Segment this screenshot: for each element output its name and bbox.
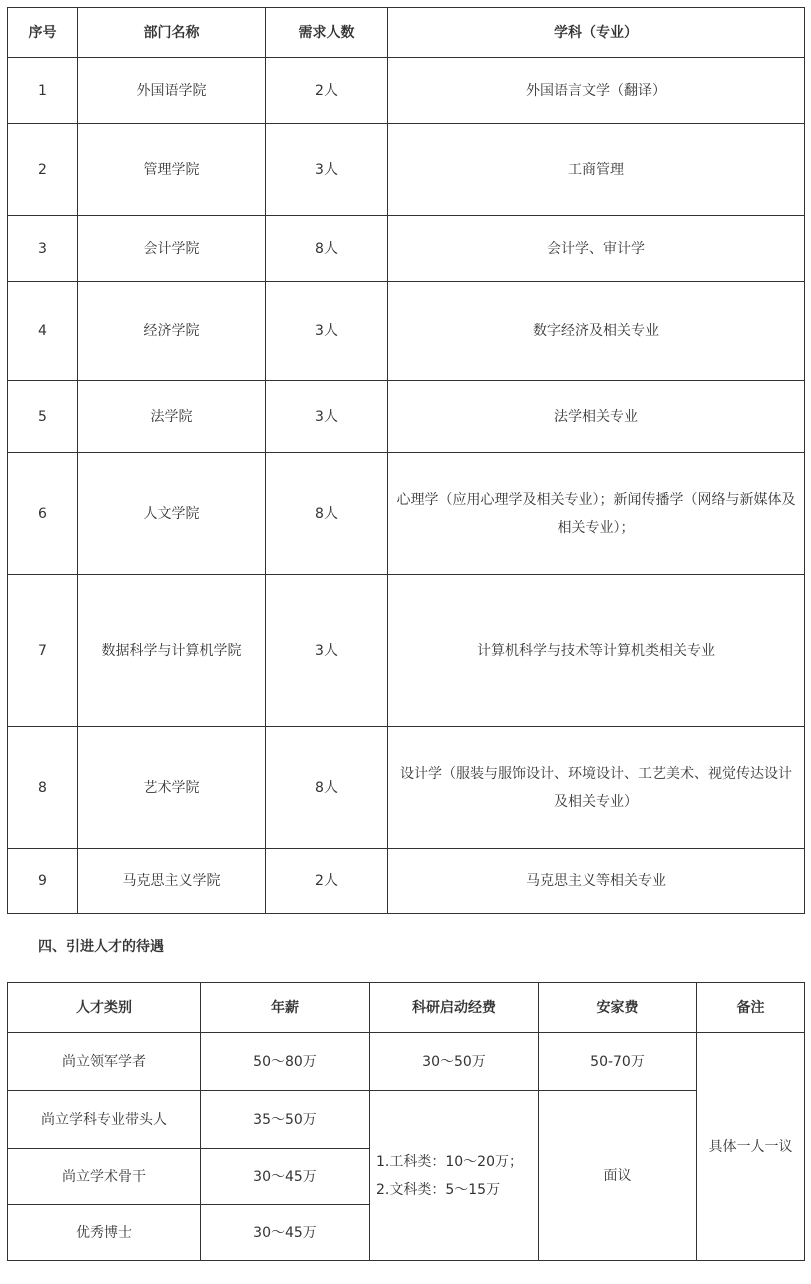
- header-no: 序号: [8, 8, 78, 58]
- table-row: [8, 727, 805, 849]
- cell-discipline: 会计学、审计学: [388, 216, 805, 282]
- table-row: [8, 575, 805, 727]
- cell-salary: 50～80万: [201, 1033, 370, 1091]
- cell-settling-fee-merged: 面议: [539, 1091, 697, 1261]
- cell-category: 尚立领军学者: [8, 1033, 201, 1091]
- cell-discipline: 马克思主义等相关专业: [388, 849, 805, 914]
- cell-salary: 35～50万: [201, 1091, 370, 1149]
- cell-no: 6: [8, 453, 78, 575]
- cell-category: 尚立学科专业带头人: [8, 1091, 201, 1149]
- cell-dept: 数据科学与计算机学院: [78, 575, 266, 727]
- cell-discipline: 设计学（服装与服饰设计、环境设计、工艺美术、视觉传达设计及相关专业）: [388, 727, 805, 849]
- recruitment-table: [7, 7, 805, 914]
- cell-no: 2: [8, 124, 78, 216]
- cell-count: 2人: [266, 849, 388, 914]
- cell-dept: 人文学院: [78, 453, 266, 575]
- table-row: [8, 1091, 805, 1149]
- table-header-row: [8, 983, 805, 1033]
- cell-research-fund-merged: [370, 1091, 539, 1261]
- cell-settling-fee: 50-70万: [539, 1033, 697, 1091]
- header-salary: 年薪: [201, 983, 370, 1033]
- header-discipline: 学科（专业）: [388, 8, 805, 58]
- cell-no: 4: [8, 282, 78, 381]
- cell-discipline: 工商管理: [388, 124, 805, 216]
- table-row: [8, 849, 805, 914]
- cell-dept: 马克思主义学院: [78, 849, 266, 914]
- cell-category: 尚立学术骨干: [8, 1149, 201, 1205]
- table-row: [8, 216, 805, 282]
- cell-dept: 艺术学院: [78, 727, 266, 849]
- header-category: 人才类别: [8, 983, 201, 1033]
- cell-salary: 30～45万: [201, 1205, 370, 1261]
- table-row: [8, 1033, 805, 1091]
- cell-discipline: 法学相关专业: [388, 381, 805, 453]
- table-row: [8, 58, 805, 124]
- cell-category: 优秀博士: [8, 1205, 201, 1261]
- research-fund-engineering: 1.工科类：10～20万；: [376, 1153, 523, 1170]
- table-row: [8, 282, 805, 381]
- header-count: 需求人数: [266, 8, 388, 58]
- cell-dept: 经济学院: [78, 282, 266, 381]
- cell-count: 3人: [266, 282, 388, 381]
- cell-no: 1: [8, 58, 78, 124]
- header-remark: 备注: [697, 983, 805, 1033]
- cell-dept: 法学院: [78, 381, 266, 453]
- benefits-table: [7, 982, 805, 1261]
- header-research-fund: 科研启动经费: [370, 983, 539, 1033]
- research-fund-liberal-arts: 2.文科类：5～15万: [376, 1181, 501, 1198]
- cell-dept: 会计学院: [78, 216, 266, 282]
- table-row: [8, 381, 805, 453]
- cell-count: 8人: [266, 216, 388, 282]
- cell-dept: 管理学院: [78, 124, 266, 216]
- cell-discipline: 心理学（应用心理学及相关专业）；新闻传播学（网络与新媒体及相关专业）；: [388, 453, 805, 575]
- table-row: [8, 453, 805, 575]
- cell-count: 3人: [266, 381, 388, 453]
- cell-discipline: 数字经济及相关专业: [388, 282, 805, 381]
- section-title-benefits: 四、引进人才的待遇: [38, 939, 164, 955]
- cell-no: 5: [8, 381, 78, 453]
- cell-no: 7: [8, 575, 78, 727]
- cell-no: 3: [8, 216, 78, 282]
- cell-discipline: 外国语言文学（翻译）: [388, 58, 805, 124]
- header-dept: 部门名称: [78, 8, 266, 58]
- cell-research-fund: 30～50万: [370, 1033, 539, 1091]
- table-row: [8, 124, 805, 216]
- cell-count: 2人: [266, 58, 388, 124]
- cell-no: 9: [8, 849, 78, 914]
- table-header-row: [8, 8, 805, 58]
- header-settling-fee: 安家费: [539, 983, 697, 1033]
- cell-salary: 30～45万: [201, 1149, 370, 1205]
- cell-no: 8: [8, 727, 78, 849]
- cell-remark: 具体一人一议: [697, 1033, 805, 1261]
- cell-count: 8人: [266, 453, 388, 575]
- cell-count: 3人: [266, 124, 388, 216]
- cell-discipline: 计算机科学与技术等计算机类相关专业: [388, 575, 805, 727]
- cell-count: 8人: [266, 727, 388, 849]
- cell-count: 3人: [266, 575, 388, 727]
- cell-dept: 外国语学院: [78, 58, 266, 124]
